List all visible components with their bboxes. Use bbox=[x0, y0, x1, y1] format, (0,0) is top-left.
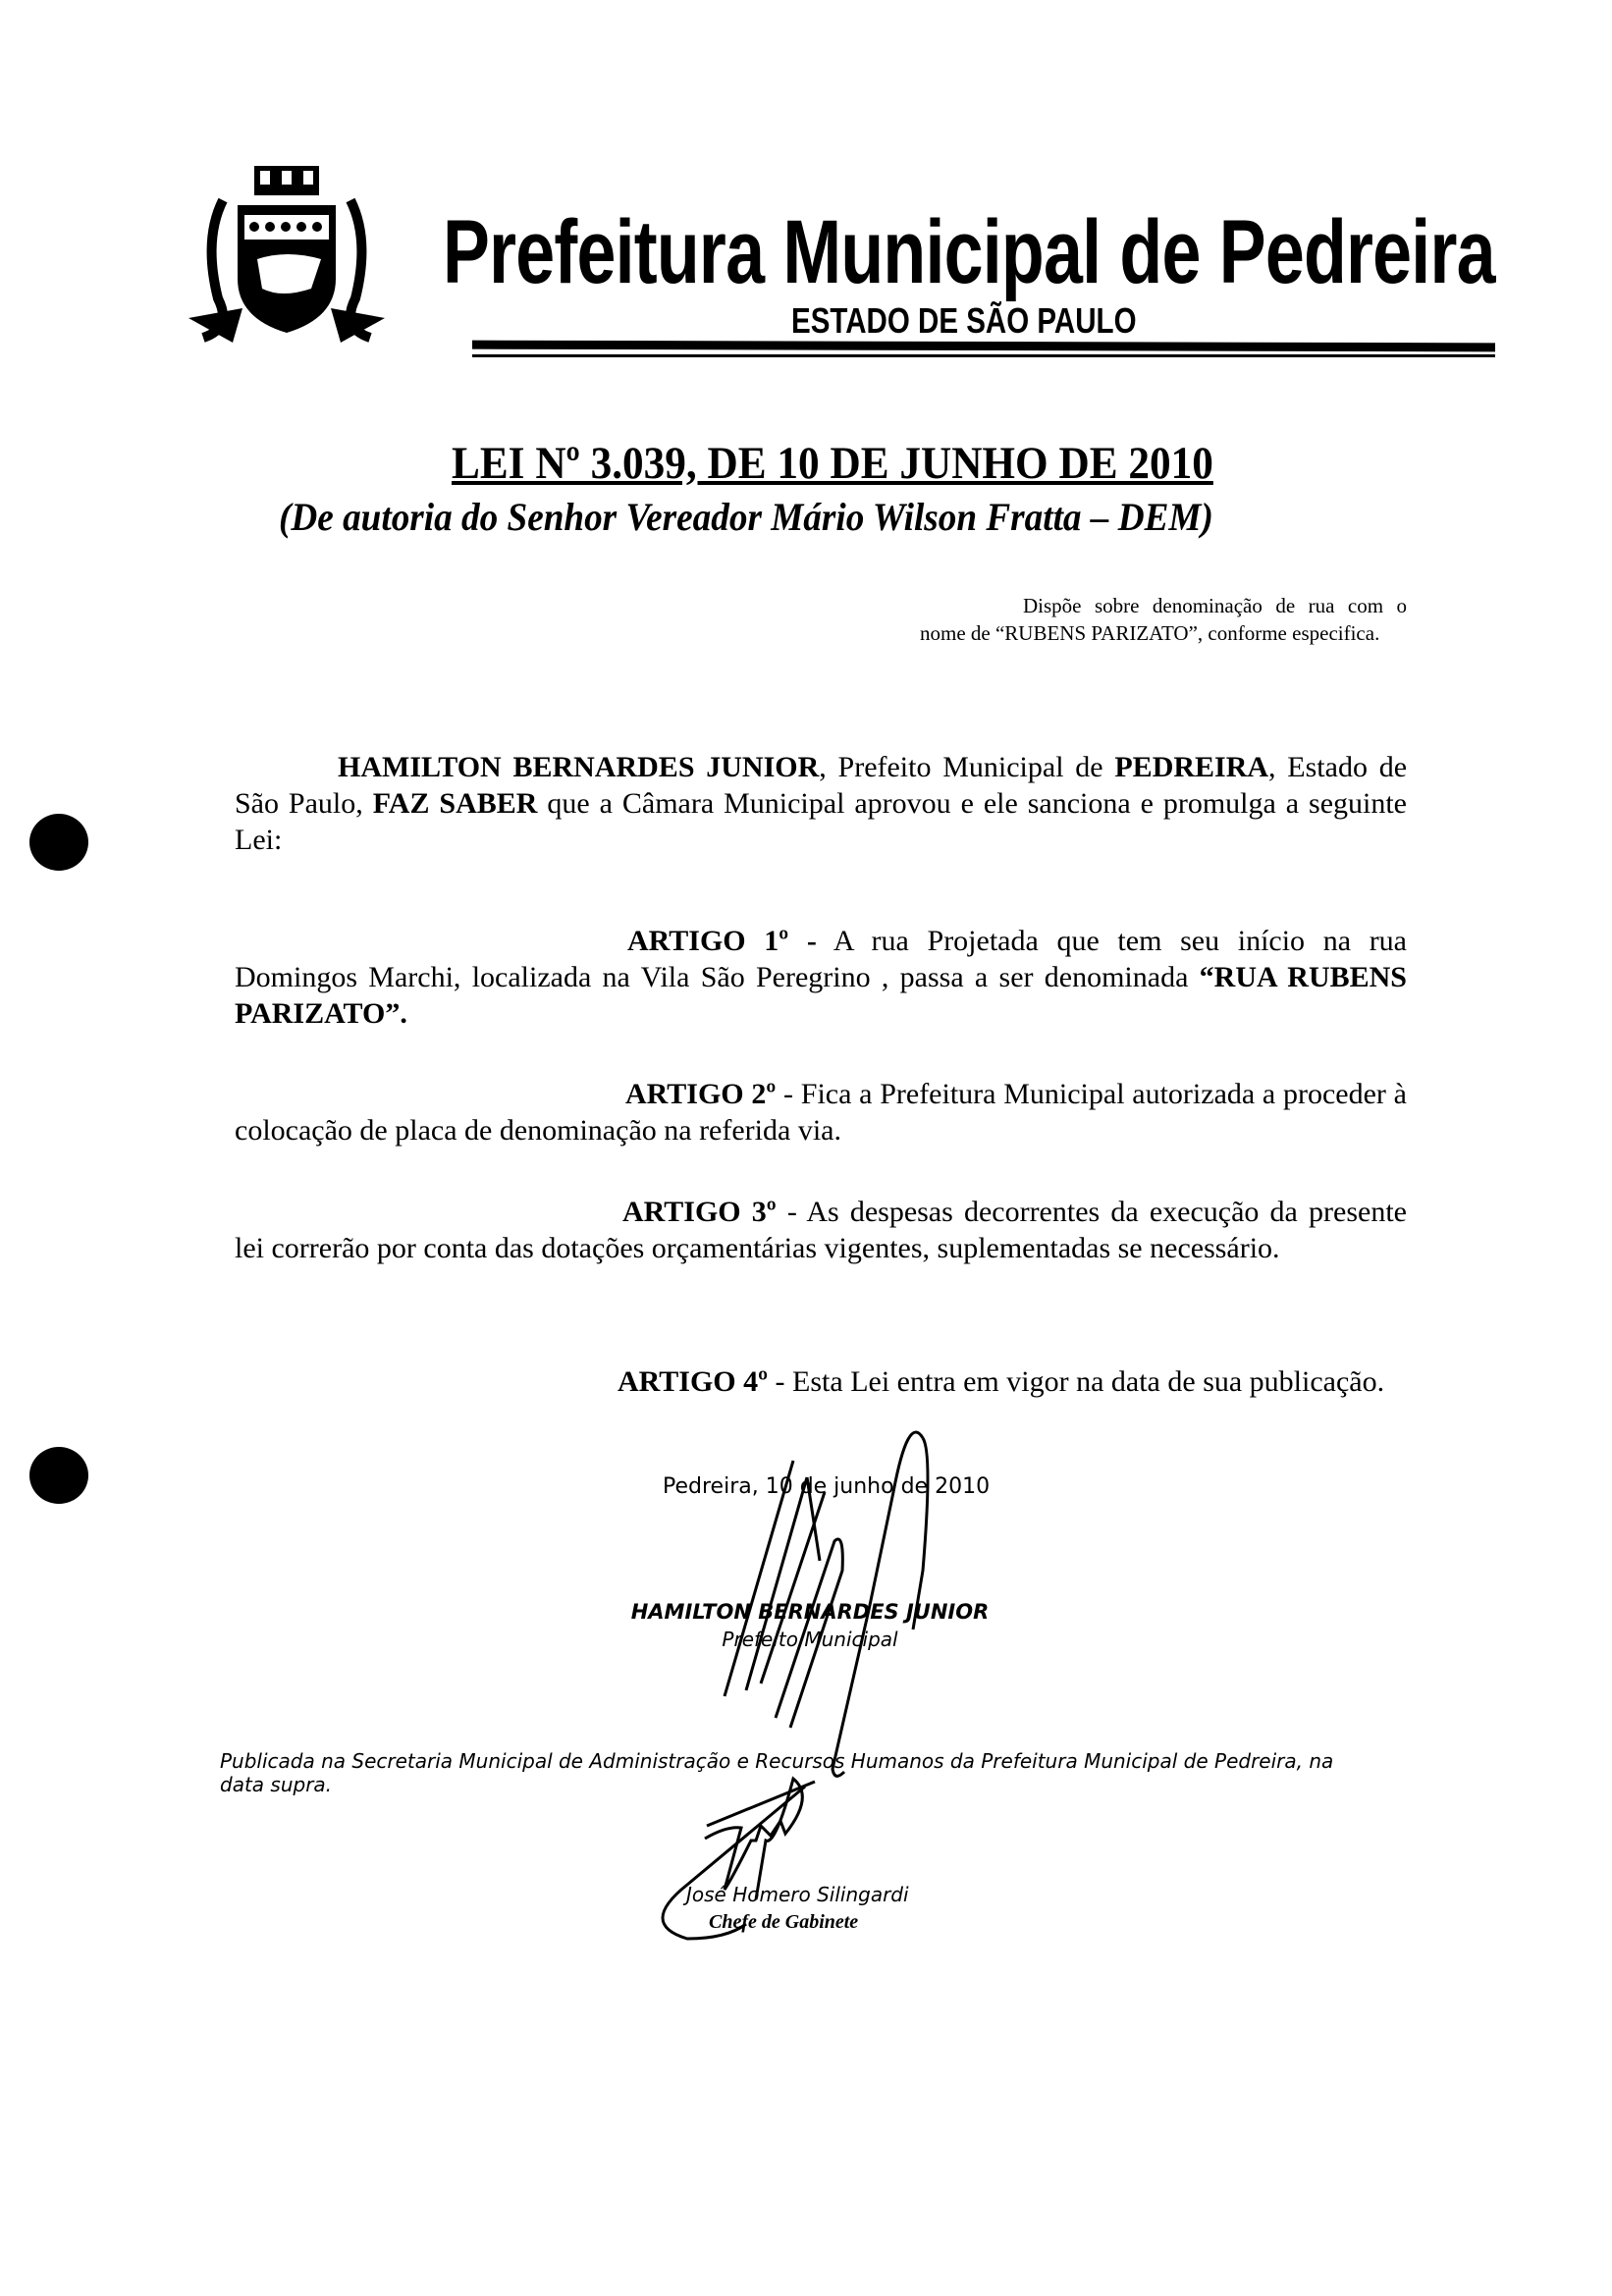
coat-of-arms-logo bbox=[184, 161, 390, 347]
article-text: - As despesas decorrentes da execução da presente lei correrão por conta das dotações orçamentárias vigentes, suplementadas se necessário. bbox=[235, 1196, 1407, 1264]
faz-saber: FAZ SABER bbox=[372, 787, 538, 820]
article-label: ARTIGO 3º bbox=[622, 1196, 777, 1228]
article-4 bbox=[235, 1361, 1407, 1404]
article-label: ARTIGO 1º - bbox=[627, 925, 817, 957]
place-date: Pedreira, 10 de junho de 2010 bbox=[663, 1474, 991, 1499]
header-rule-thin bbox=[472, 354, 1495, 357]
article-3 bbox=[235, 1194, 1407, 1266]
city-name: PEDREIRA bbox=[1114, 751, 1269, 783]
punch-hole bbox=[29, 1447, 88, 1504]
street-name: “RUA RUBENS PARIZATO”. bbox=[235, 961, 1407, 1030]
header-rule bbox=[472, 341, 1495, 352]
chief-name: José Homero Silingardi bbox=[686, 1883, 909, 1906]
preamble-text: que a Câmara Municipal aprovou e ele sanciona e promulga a seguinte Lei: bbox=[235, 787, 1407, 856]
header-title: Prefeitura Municipal de Pedreira bbox=[443, 202, 1495, 302]
mayor-signature-name: HAMILTON BERNARDES JUNIOR bbox=[630, 1600, 990, 1624]
article-label: ARTIGO 2º bbox=[625, 1078, 777, 1110]
law-authorship: (De autoria do Senhor Vereador Mário Wilson Fratta – DEM) bbox=[279, 495, 1213, 539]
article-1 bbox=[235, 923, 1407, 1032]
article-text: - Esta Lei entra em vigor na data de sua publicação. bbox=[768, 1365, 1385, 1398]
preamble-text: , Estado de São Paulo, bbox=[235, 751, 1408, 820]
article-label: ARTIGO 4º bbox=[618, 1365, 769, 1398]
article-2 bbox=[235, 1076, 1407, 1148]
law-title: LEI Nº 3.039, DE 10 DE JUNHO DE 2010 bbox=[452, 438, 1213, 489]
article-text: - Fica a Prefeitura Municipal autorizada a proceder à colocação de placa de denominação na referida via. bbox=[235, 1078, 1407, 1147]
mayor-name: HAMILTON BERNARDES JUNIOR bbox=[338, 751, 820, 783]
chief-role: Chefe de Gabinete bbox=[709, 1911, 859, 1933]
law-summary: Dispõe sobre denominação de rua com o nome de “RUBENS PARIZATO”, conforme especifica. bbox=[920, 594, 1407, 645]
header-subtitle: ESTADO DE SÃO PAULO bbox=[791, 300, 1137, 341]
publication-note: Publicada na Secretaria Municipal de Administração e Recursos Humanos da Prefeitura Municipal de Pedreira, na data supra. bbox=[220, 1749, 1334, 1796]
punch-hole bbox=[29, 814, 88, 871]
article-text: A rua Projetada que tem seu início na rua Domingos Marchi, localizada na Vila São Peregrino , passa a ser denominada bbox=[235, 925, 1408, 993]
mayor-signature-role: Prefeito Municipal bbox=[722, 1628, 898, 1651]
preamble bbox=[235, 749, 1407, 858]
preamble-text: , Prefeito Municipal de bbox=[819, 751, 1115, 783]
